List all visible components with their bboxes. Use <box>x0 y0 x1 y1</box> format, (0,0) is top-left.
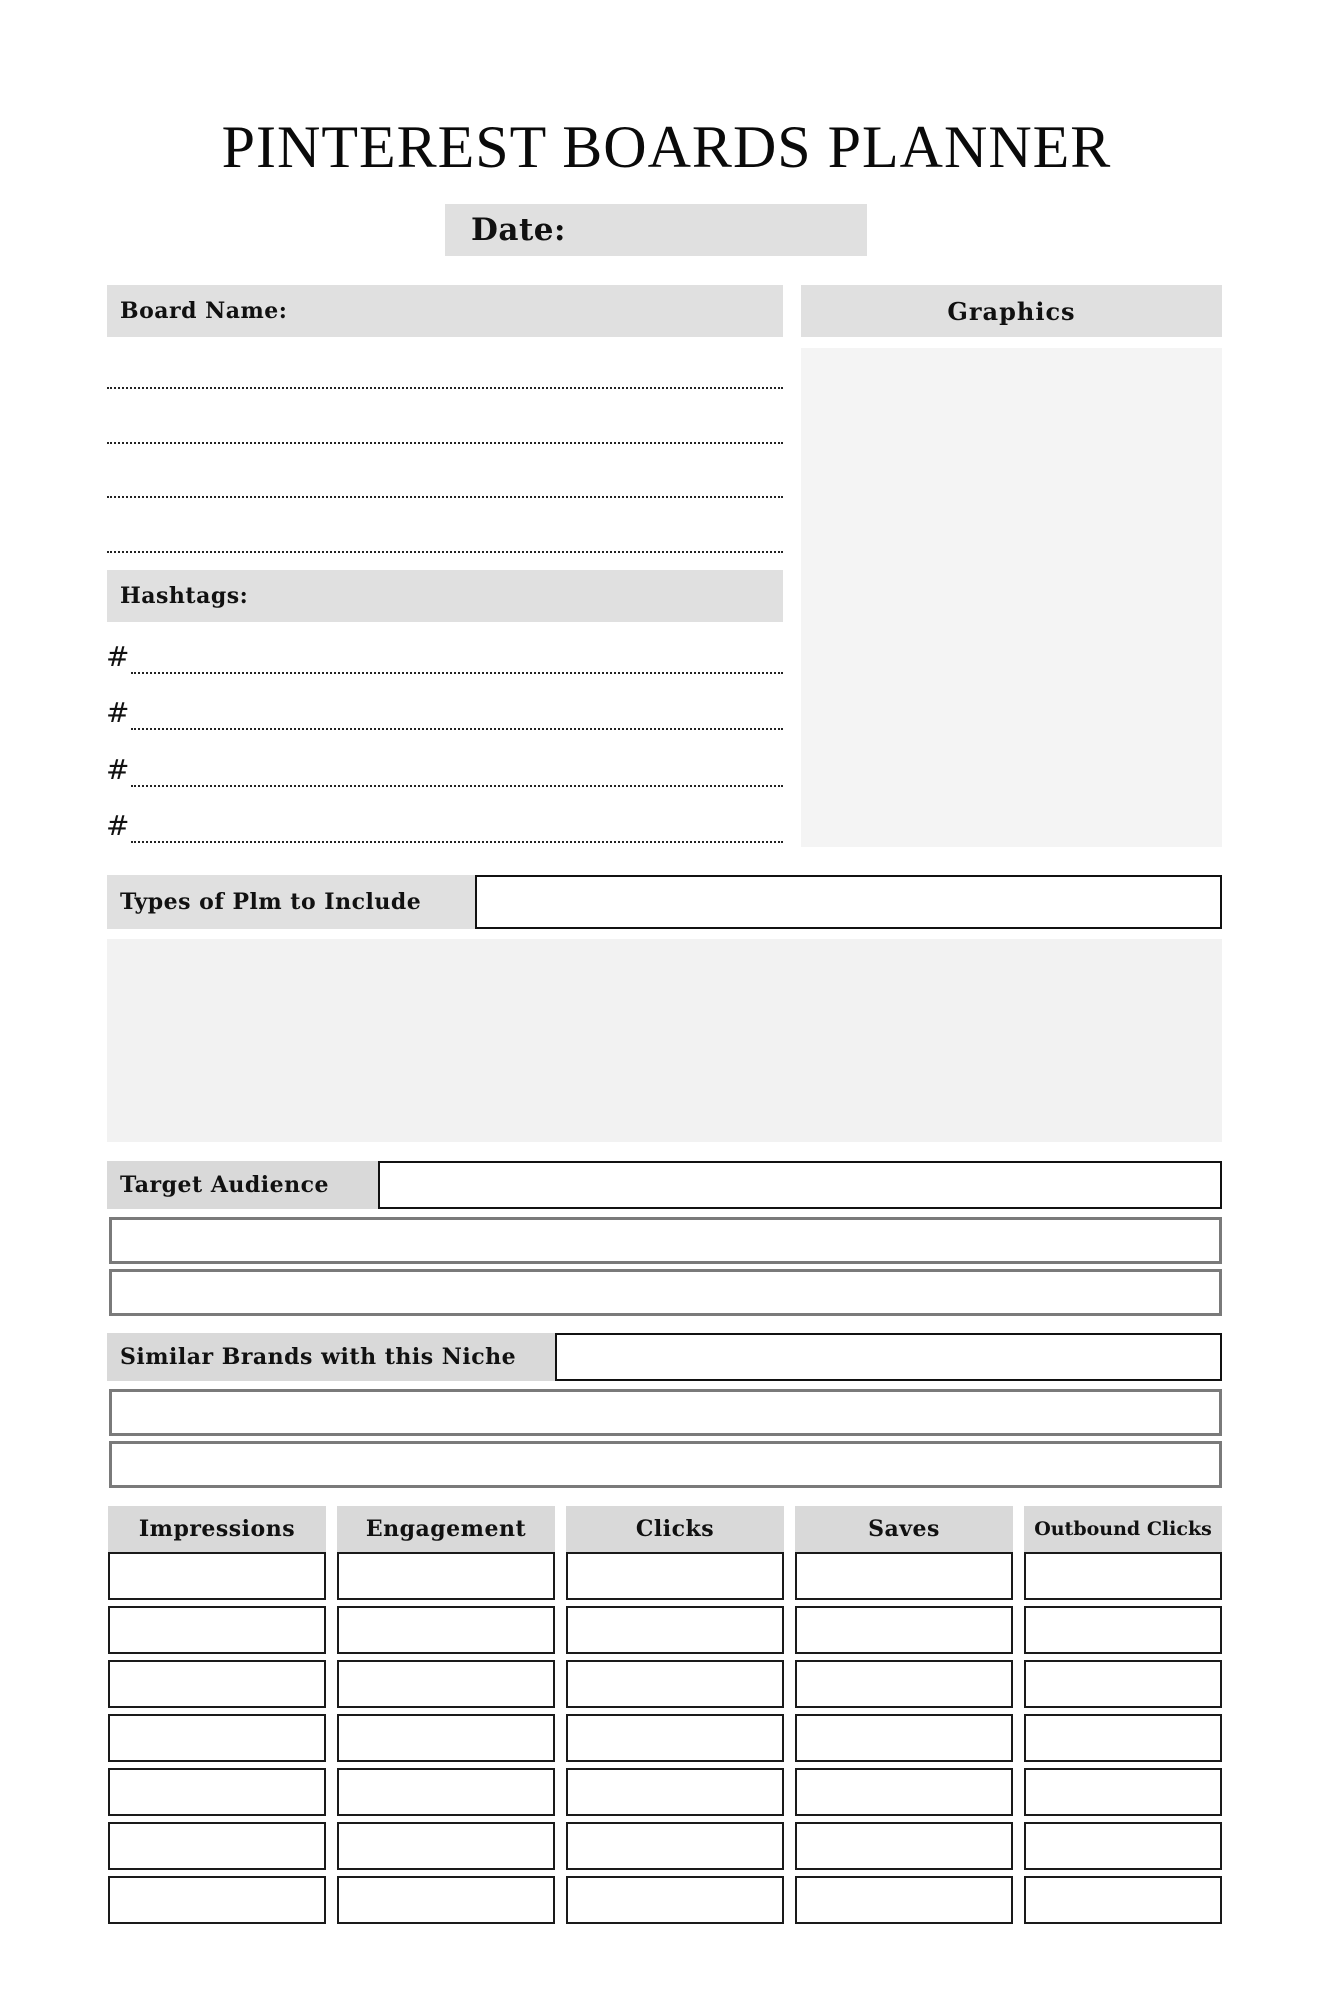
similar-brands-input[interactable] <box>555 1333 1222 1381</box>
table-cell[interactable] <box>108 1606 326 1654</box>
table-cell[interactable] <box>108 1714 326 1762</box>
similar-brands-line-2[interactable] <box>109 1441 1222 1488</box>
table-cell[interactable] <box>337 1822 555 1870</box>
table-cell[interactable] <box>337 1552 555 1600</box>
column-header-engagement: Engagement <box>337 1506 555 1552</box>
graphics-label: Graphics <box>947 296 1076 326</box>
table-cell[interactable] <box>108 1660 326 1708</box>
types-of-pins-header <box>107 875 477 929</box>
column-header-clicks: Clicks <box>566 1506 784 1552</box>
table-cell[interactable] <box>795 1606 1013 1654</box>
date-field[interactable] <box>445 204 867 256</box>
target-audience-line-1[interactable] <box>109 1217 1222 1264</box>
graphics-panel[interactable] <box>801 348 1222 847</box>
table-cell[interactable] <box>1024 1552 1222 1600</box>
target-audience-label: Target Audience <box>120 1172 330 1198</box>
similar-brands-header <box>107 1333 556 1381</box>
table-cell[interactable] <box>337 1660 555 1708</box>
target-audience-header <box>107 1161 379 1209</box>
hashtag-line-4[interactable] <box>131 841 783 843</box>
table-cell[interactable] <box>1024 1606 1222 1654</box>
table-cell[interactable] <box>108 1768 326 1816</box>
table-cell[interactable] <box>108 1552 326 1600</box>
date-label: Date: <box>471 212 566 248</box>
column-header-impressions: Impressions <box>108 1506 326 1552</box>
table-cell[interactable] <box>566 1606 784 1654</box>
table-cell[interactable] <box>1024 1876 1222 1924</box>
hashtag-line-1[interactable] <box>131 672 783 674</box>
table-cell[interactable] <box>1024 1714 1222 1762</box>
table-cell[interactable] <box>1024 1822 1222 1870</box>
board-name-header <box>107 285 783 337</box>
table-cell[interactable] <box>1024 1660 1222 1708</box>
hash-icon: # <box>106 640 130 673</box>
table-cell[interactable] <box>337 1714 555 1762</box>
table-cell[interactable] <box>566 1552 784 1600</box>
board-name-line-4[interactable] <box>107 551 783 553</box>
hash-icon: # <box>106 696 130 729</box>
types-of-pins-input[interactable] <box>475 875 1222 929</box>
types-of-pins-notes-panel[interactable] <box>107 939 1222 1142</box>
table-cell[interactable] <box>566 1768 784 1816</box>
table-cell[interactable] <box>795 1768 1013 1816</box>
column-header-saves: Saves <box>795 1506 1013 1552</box>
graphics-header <box>801 285 1222 337</box>
hashtag-line-2[interactable] <box>131 728 783 730</box>
board-name-line-3[interactable] <box>107 496 783 498</box>
target-audience-input[interactable] <box>378 1161 1222 1209</box>
table-cell[interactable] <box>337 1768 555 1816</box>
table-cell[interactable] <box>566 1660 784 1708</box>
table-cell[interactable] <box>795 1822 1013 1870</box>
board-name-line-1[interactable] <box>107 387 783 389</box>
table-cell[interactable] <box>795 1876 1013 1924</box>
board-name-label: Board Name: <box>120 298 288 324</box>
hash-icon: # <box>106 753 130 786</box>
table-cell[interactable] <box>1024 1768 1222 1816</box>
target-audience-line-2[interactable] <box>109 1269 1222 1316</box>
table-cell[interactable] <box>795 1660 1013 1708</box>
column-header-outbound-clicks: Outbound Clicks <box>1024 1506 1222 1552</box>
table-cell[interactable] <box>108 1876 326 1924</box>
hash-icon: # <box>106 809 130 842</box>
page-title: PINTEREST BOARDS PLANNER <box>221 114 1112 180</box>
types-of-pins-label: Types of Plm to Include <box>120 889 422 915</box>
table-cell[interactable] <box>795 1714 1013 1762</box>
board-name-line-2[interactable] <box>107 442 783 444</box>
table-cell[interactable] <box>337 1876 555 1924</box>
similar-brands-line-1[interactable] <box>109 1389 1222 1436</box>
table-cell[interactable] <box>795 1552 1013 1600</box>
table-cell[interactable] <box>108 1822 326 1870</box>
similar-brands-label: Similar Brands with this Niche <box>120 1344 517 1370</box>
table-cell[interactable] <box>566 1714 784 1762</box>
hashtags-label: Hashtags: <box>120 583 249 609</box>
hashtag-line-3[interactable] <box>131 785 783 787</box>
table-cell[interactable] <box>337 1606 555 1654</box>
hashtags-header <box>107 570 783 622</box>
table-cell[interactable] <box>566 1822 784 1870</box>
table-cell[interactable] <box>566 1876 784 1924</box>
